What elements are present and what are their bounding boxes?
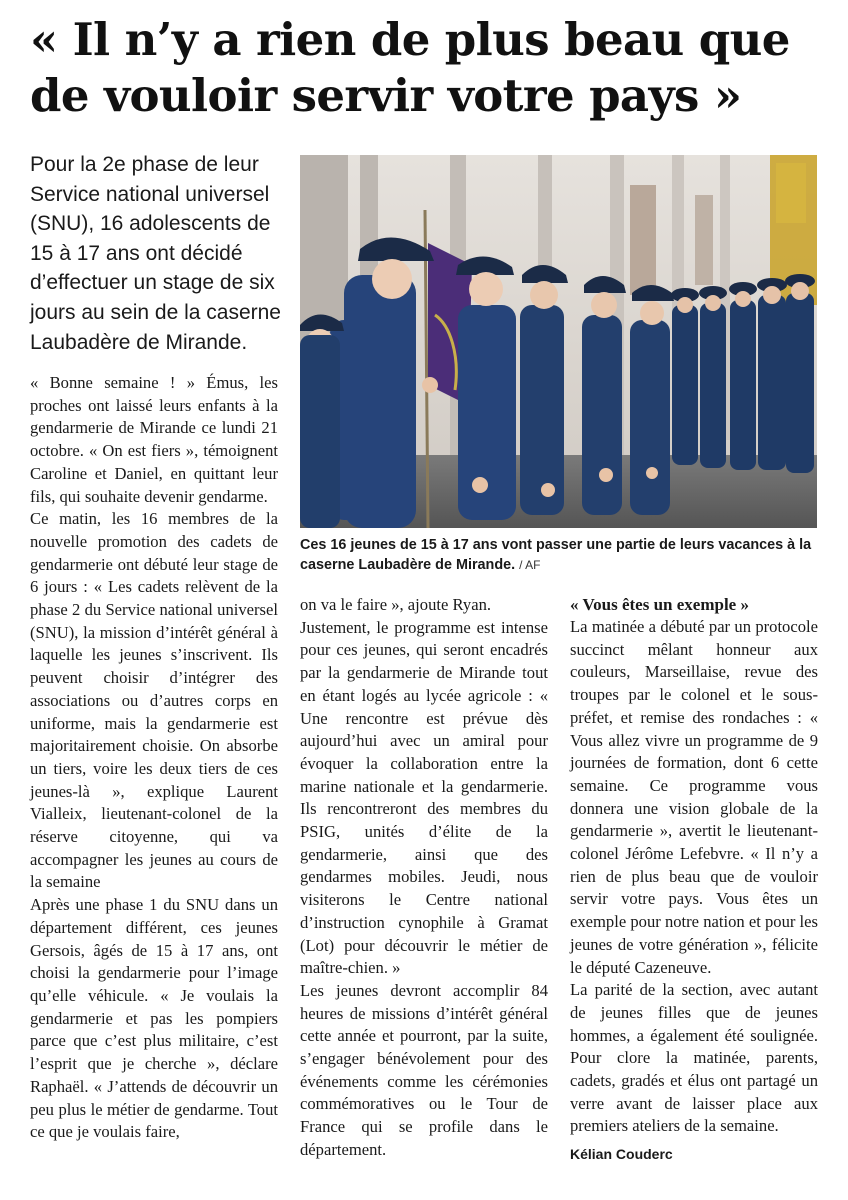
author-byline: Kélian Couderc (570, 1146, 673, 1163)
photo-caption-text: Ces 16 jeunes de 15 à 17 ans vont passer une partie de leurs vacances à la caserne Laubadère de Mirande. (300, 537, 812, 573)
article-column-3 (570, 594, 818, 1166)
photo-caption (300, 535, 820, 575)
lede-paragraph: Pour la 2e phase de leur Service national universel (SNU), 16 adolescents de 15 à 17 ans ont décidé d’effectuer un stage de six jours au sein de la caserne Laubadère de Mirande. (30, 153, 281, 354)
body-paragraph: La parité de la section, avec autant de jeunes filles que de jeunes hommes, a également été soulignée. Pour clore la matinée, parents, cadets, gradés et élus ont partagé un verre avant de laisser place aux premiers ateliers de la semaine. (570, 980, 818, 1136)
section-subheading: « Vous êtes un exemple » (570, 595, 749, 614)
body-paragraph: Les jeunes devront accomplir 84 heures de missions d’intérêt général cette année et pourront, par la suite, s’engager bénévolement pour des événements comme les cérémonies commémoratives ou le Tour de France qui se profile dans le département. (300, 980, 548, 1159)
article-column-1 (30, 372, 278, 1144)
cadets-formation-illustration (300, 155, 817, 528)
headline: « Il n’y a rien de plus beau que de vouloir servir votre pays » (30, 13, 790, 122)
photo-credit: / AF (519, 558, 541, 572)
body-paragraph: « Bonne semaine ! » Émus, les proches ont laissé leurs enfants à la gendarmerie de Mirande ce lundi 21 octobre. « On est fiers », témoignent Caroline et Daniel, en quittant leur fils, qui souhaite devenir gendarme. (30, 373, 278, 506)
body-paragraph: on va le faire », ajoute Ryan. (300, 595, 492, 614)
body-paragraph: Ce matin, les 16 membres de la nouvelle promotion des cadets de gendarmerie ont débuté leur stage de 6 jours : « Les cadets relèvent de la phase 2 du Service national universel (SNU), la mission d’intérêt général à laquelle les jeunes s’inscrivent. Ils peuvent choisir d’intégrer des associations ou d’autres corps en uniforme, mais la gendarmerie est majoritairement choisie. On absorbe un tiers, voire les deux tiers de ces jeunes-là », explique Laurent Vialleix, lieutenant-colonel de la réserve citoyenne, qui va accompagner les jeunes au cours de la semaine (30, 509, 278, 892)
body-paragraph: Après une phase 1 du SNU dans un département différent, ces jeunes Gersois, âgés de 15 à 17 ans, ont choisi la gendarmerie pour l’image qu’elle véhicule. « Je voulais la gendarmerie et pas les pompiers parce que c’est plus militaire, c’est l’esprit que je cherche », déclare Raphaël. « J’attends de découvrir un peu plus le métier de gendarme. Tout ce que je voulais faire, (30, 895, 278, 1142)
article-column-2 (300, 594, 548, 1162)
body-paragraph: La matinée a débuté par un protocole succinct mêlant honneur aux couleurs, Marseillaise, revue des troupes par le colonel et le sous-préfet, et remise des rondaches : « Vous allez vivre un programme de 9 journées de formation, dont 6 cette semaine. Ce programme vous donnera une vision globale de la gendarmerie », avertit le lieutenant-colonel Jérôme Lefebvre. « Il n’y a rien de plus beau que de vouloir servir votre pays. Vous êtes un exemple pour notre nation et pour les jeunes de votre génération », félicite le député Cazeneuve. (570, 617, 818, 977)
body-paragraph: Justement, le programme est intense pour ces jeunes, qui seront encadrés par la gendarmerie de Mirande tout en étant logés au lycée agricole : « Une rencontre est prévue dès aujourd’hui avec un amiral pour évoquer la collaboration entre la marine nationale et la gendarmerie. Ils rencontreront des membres du PSIG, unités d’élite de la gendarmerie, ainsi que des gendarmes mobiles. Jeudi, nous visiterons le Centre national d’instruction cynophile à Gramat (Lot) pour découvrir le métier de maître-chien. » (300, 617, 548, 978)
article-photo (300, 155, 817, 528)
